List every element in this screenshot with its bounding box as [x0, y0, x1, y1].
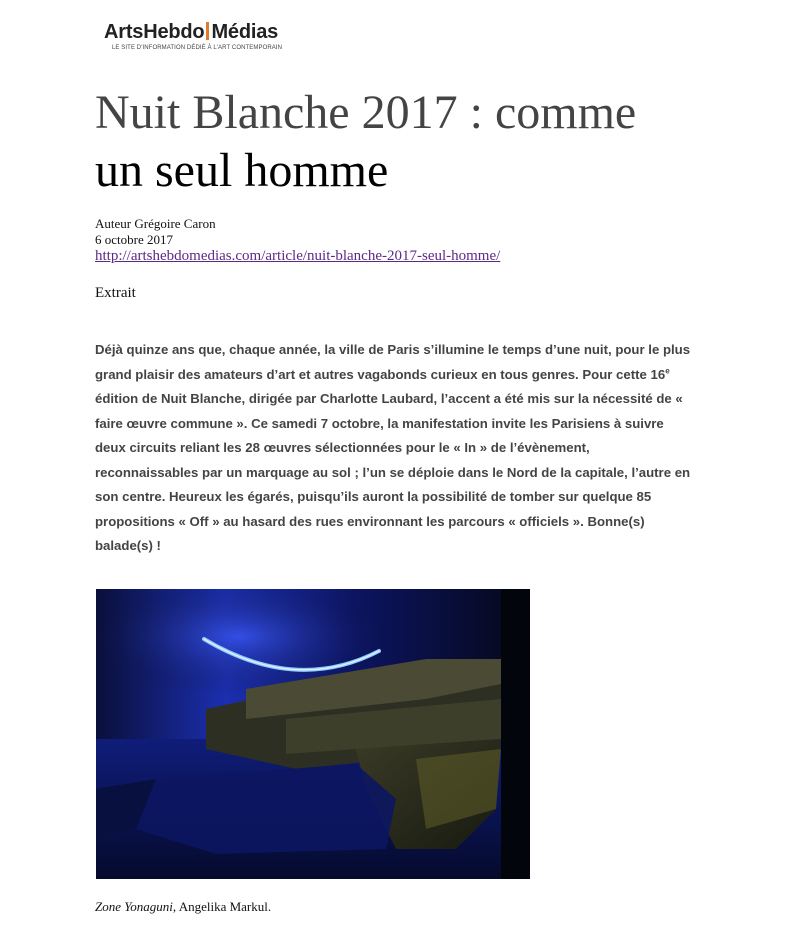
caption-credit: , Angelika Markul. — [172, 899, 272, 914]
site-logo[interactable] — [104, 20, 304, 60]
article-title-line-1: Nuit Blanche 2017 : comme — [95, 86, 637, 139]
logo-separator — [206, 22, 209, 40]
logo-tagline: LE SITE D'INFORMATION DÉDIÉ À L'ART CONTEMPORAIN — [112, 45, 283, 51]
caption-title: Zone Yonaguni — [95, 899, 173, 914]
article-meta — [95, 216, 216, 248]
logo-wordmark — [104, 20, 304, 44]
article-author: Auteur Grégoire Caron — [95, 216, 216, 231]
article-body-part-1: Déjà quinze ans que, chaque année, la ville de Paris s’illumine le temps d’une nuit, pour le plus grand plaisir des amateurs d’art et autres vagabonds curieux en tous genres. Pour cette 16 — [95, 342, 691, 382]
article-url-link[interactable]: http://artshebdomedias.com/article/nuit-blanche-2017-seul-homme/ — [95, 248, 501, 264]
article-body-ordinal: e — [665, 366, 670, 376]
article-body-part-2: édition de Nuit Blanche, dirigée par Charlotte Laubard, l’accent a été mis sur la nécessité de « faire œuvre commune ». Ce samedi 7 octobre, la manifestation invite les Parisiens à suivre deux circuits reliant les 28 œuvres sélectionnées pour le « In » de l’évènement, reconnaissables par un marquage au sol ; l’un se déploie dans le Nord de la capitale, l’autre en son centre. Heureux les égarés, puisqu’ils auront la possibilité de tomber sur quelque 85 propositions « Off » au hasard des rues environnant les parcours « officiels ». Bonne(s) balade(s) ! — [95, 391, 691, 553]
article-date: 6 octobre 2017 — [95, 232, 173, 247]
article-title — [95, 84, 735, 200]
photo-caption — [95, 899, 271, 915]
section-label: Extrait — [95, 285, 136, 301]
logo-brand-left: ArtsHebdo — [104, 21, 205, 43]
article-photo — [96, 589, 530, 879]
logo-brand-right: Médias — [211, 21, 279, 43]
article-body — [95, 338, 695, 559]
article-title-line-2: un seul homme — [95, 144, 389, 197]
